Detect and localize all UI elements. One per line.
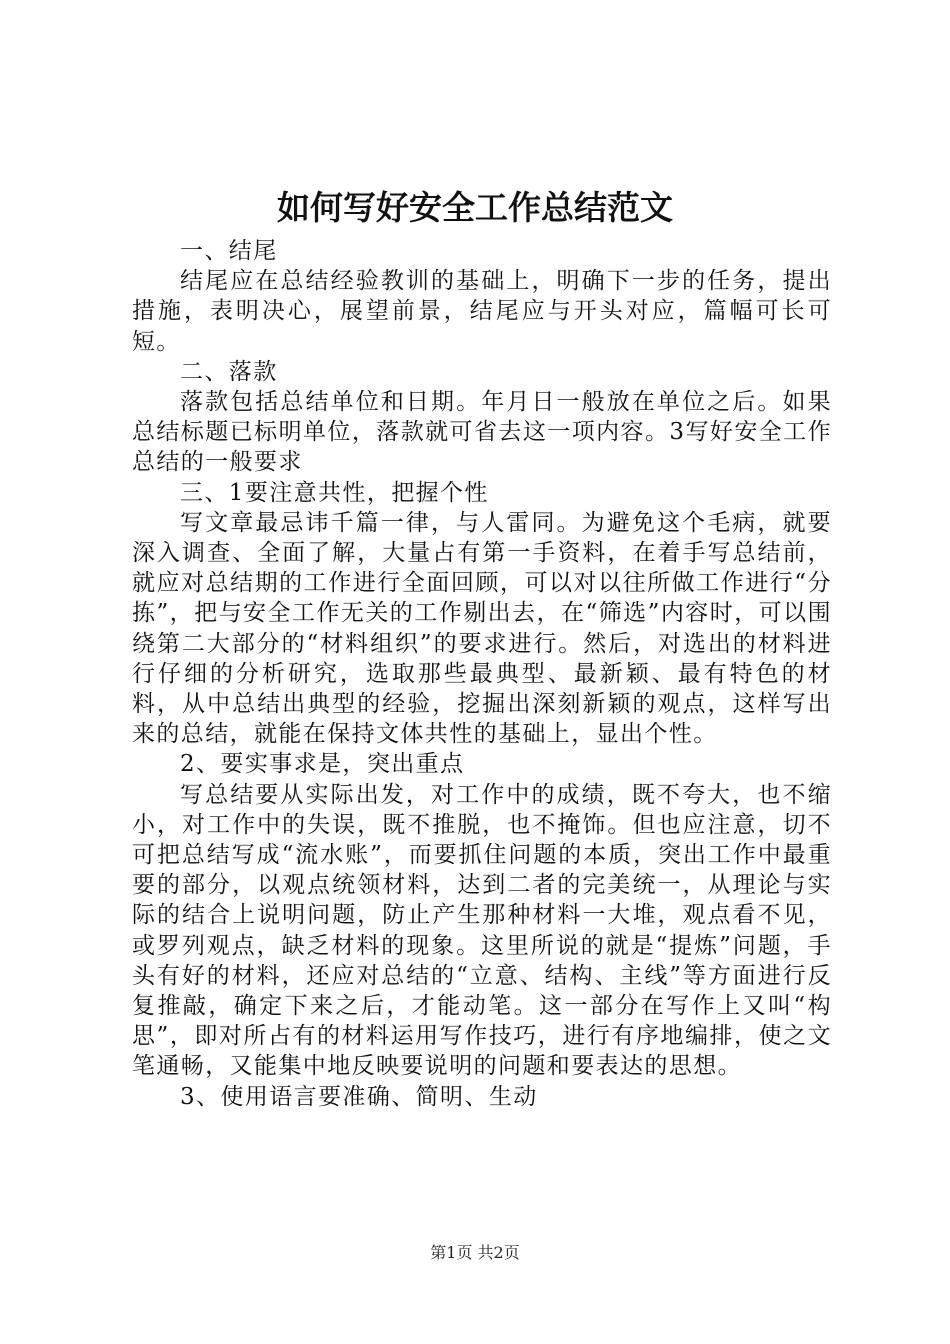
section-heading-facts: 2、要实事求是，突出重点 bbox=[180, 751, 465, 778]
paragraph-ending: 结尾应在总结经验教训的基础上，明确下一步的任务，提出措施，表明决心，展望前景，结尾应与开头对应，篇幅可长可短。 bbox=[132, 268, 832, 355]
paragraph-signature: 落款包括总结单位和日期。年月日一般放在单位之后。如果总结标题已标明单位，落款就可省去这一项内容。3写好安全工作总结的一般要求 bbox=[132, 389, 832, 476]
page-footer: 第1页 共2页 bbox=[430, 1243, 520, 1262]
section-heading-commonality: 三、1要注意共性，把握个性 bbox=[180, 479, 489, 506]
section-heading-language: 3、使用语言要准确、简明、生动 bbox=[180, 1083, 538, 1110]
section-heading-ending: 一、结尾 bbox=[180, 238, 278, 264]
paragraph-commonality: 写文章最忌讳千篇一律，与人雷同。为避免这个毛病，就要深入调查、全面了解，大量占有第一手资料，在着手写总结前，就应对总结期的工作进行全面回顾，可以对以往所做工作进行“分拣”，把与安全工作无关的工作剔出去，在“筛选”内容时，可以围绕第二大部分的“材料组织”的要求进行。然后，对选出的材料进行仔细的分析研究，选取那些最典型、最新颖、最有特色的材料，从中总结出典型的经验，挖掘出深刻新颖的观点，这样写出来的总结，就能在保持文体共性的基础上，显出个性。 bbox=[132, 509, 832, 748]
paragraph-facts: 写总结要从实际出发，对工作中的成绩，既不夸大，也不缩小，对工作中的失误，既不推脱，也不掩饰。但也应注意，切不可把总结写成“流水账”，而要抓住问题的本质，突出工作中最重要的部分，以观点统领材料，达到二者的完美统一，从理论与实际的结合上说明问题，防止产生那种材料一大堆，观点看不见，或罗列观点，缺乏材料的现象。这里所说的就是“提炼”问题，手头有好的材料，还应对总结的“立意、结构、主线”等方面进行反复推敲，确定下来之后，才能动笔。这一部分在写作上又叫“构思”，即对所占有的材料运用写作技巧，进行有序地编排，使之文笔通畅，又能集中地反映要说明的问题和要表达的思想。 bbox=[132, 781, 832, 1080]
document-title: 如何写好安全工作总结范文 bbox=[277, 188, 673, 227]
document-body bbox=[132, 236, 832, 1112]
section-heading-signature: 二、落款 bbox=[180, 358, 278, 385]
